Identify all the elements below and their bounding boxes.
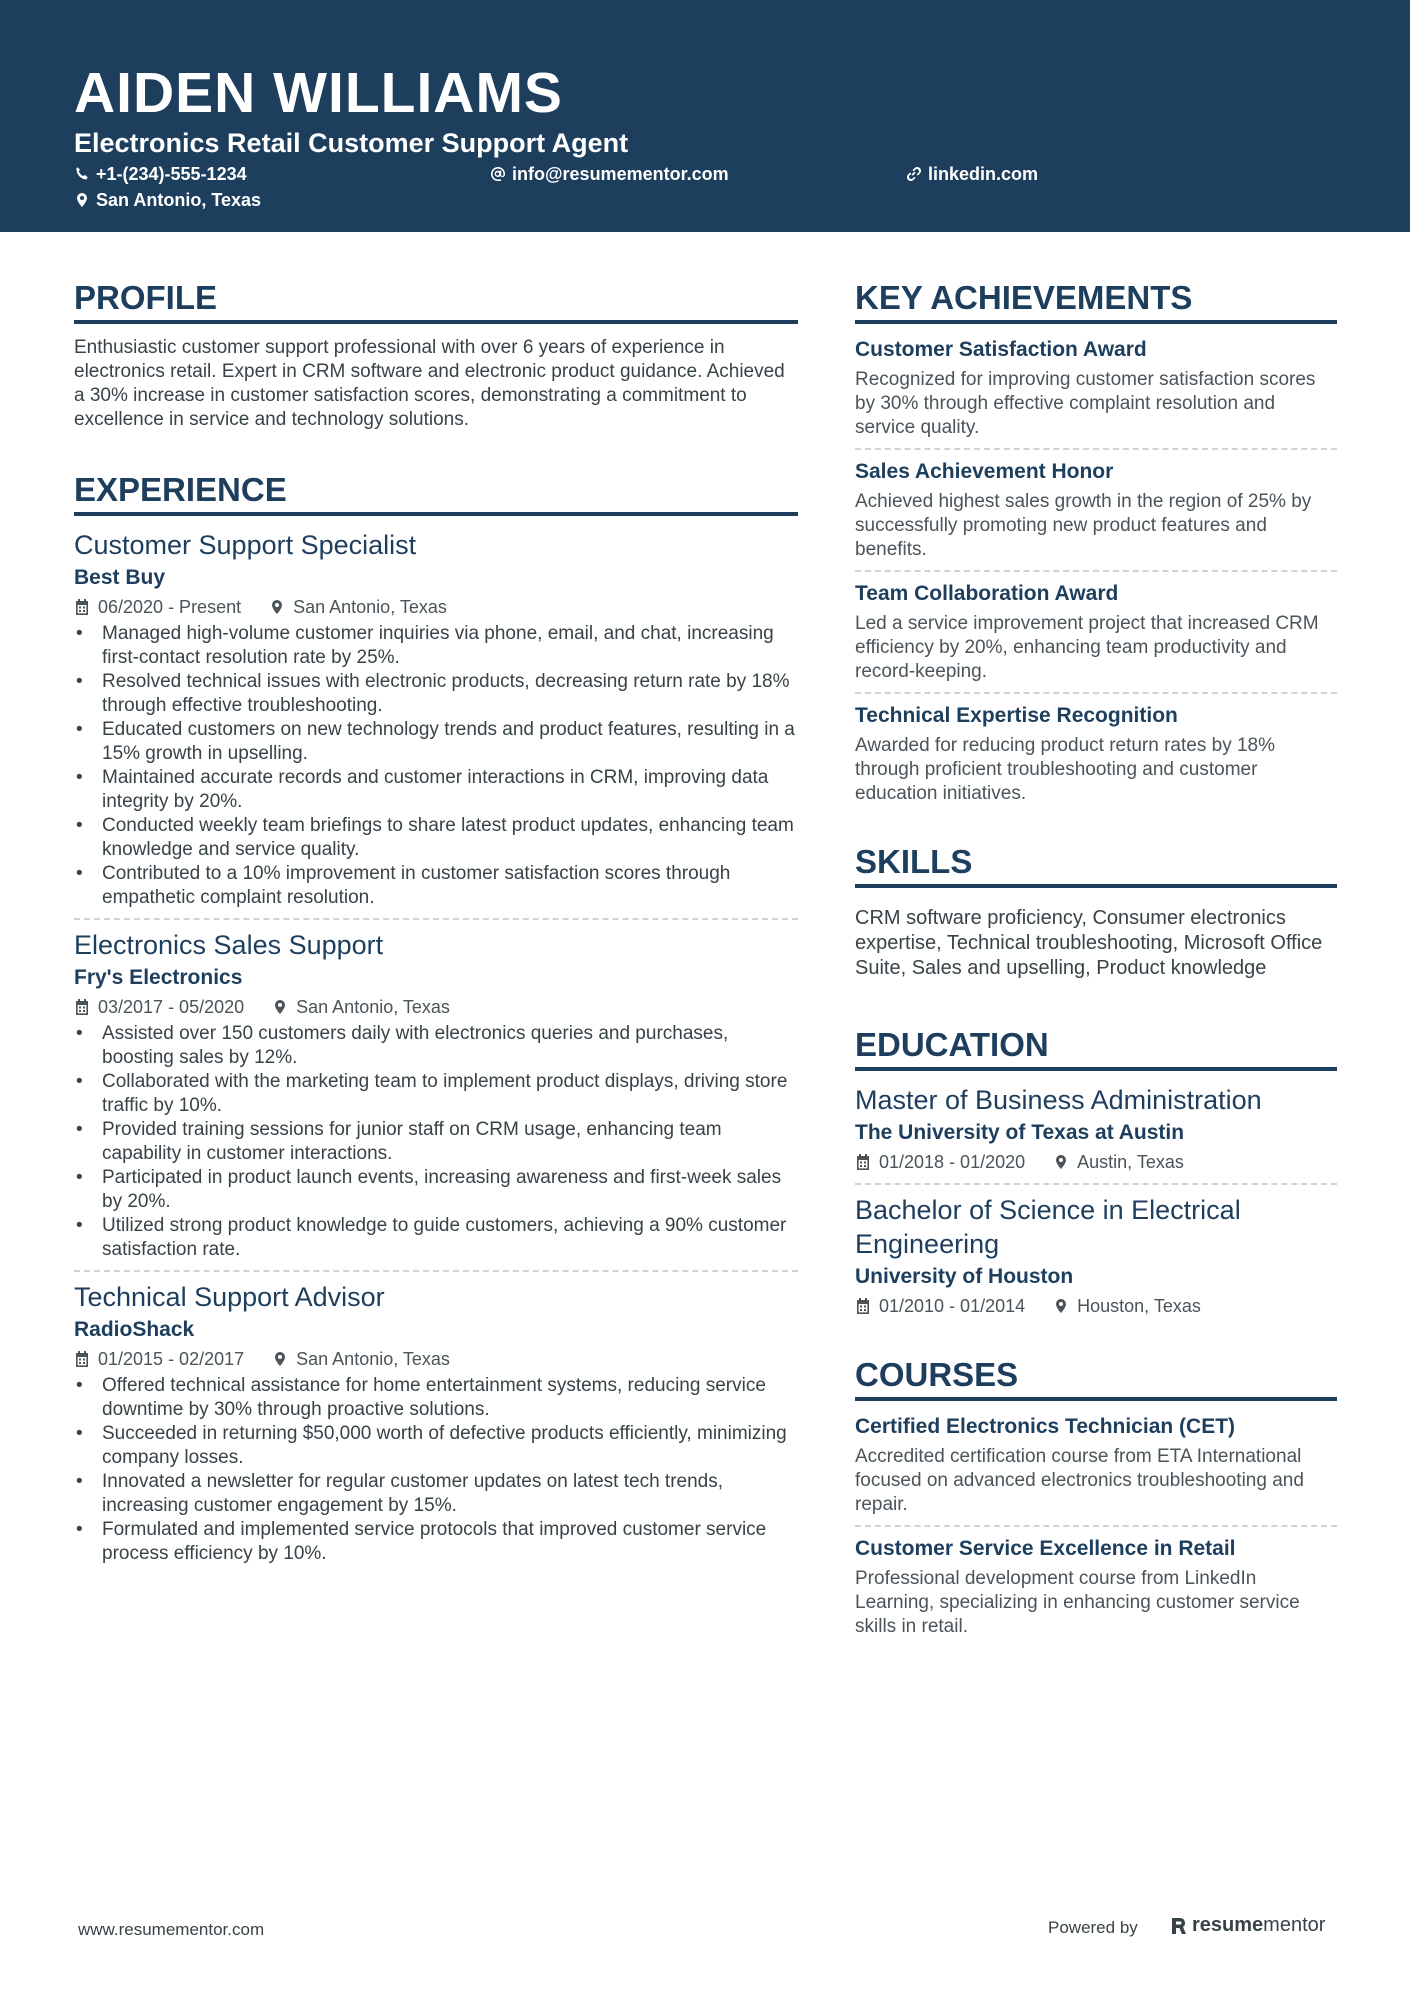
course-title: Customer Service Excellence in Retail xyxy=(855,1537,1236,1560)
footer-website-link[interactable]: www.resumementor.com xyxy=(78,1920,265,1939)
education-item xyxy=(855,1083,1337,1175)
job-title: Technical Support Advisor xyxy=(74,1282,385,1312)
footer-powered-by: Powered by xyxy=(1048,1918,1138,1937)
linkedin-text: linkedin.com xyxy=(928,164,1039,184)
job-entry xyxy=(74,528,798,910)
job-bullet: • Succeeded in returning $50,000 worth of defective products efficiently, minimizing company losses. xyxy=(74,1422,798,1470)
skills-text: CRM software proficiency, Consumer electronics expertise, Technical troubleshooting, Microsoft Office Suite, Sales and upselling, Product knowledge xyxy=(855,907,1323,979)
job-bullets xyxy=(74,1374,798,1566)
location-pin-icon xyxy=(272,999,288,1015)
footer-brand-logo[interactable] xyxy=(1170,1914,1325,1937)
candidate-name: AIDEN WILLIAMS xyxy=(74,61,563,125)
job-meta xyxy=(74,594,798,620)
course-item xyxy=(855,1413,1337,1517)
resume-header xyxy=(0,0,1410,232)
job-bullet: • Utilized strong product knowledge to guide customers, achieving a 90% customer satisfaction rate. xyxy=(74,1214,798,1262)
contact-linkedin[interactable] xyxy=(906,162,1038,186)
school-name: University of Houston xyxy=(855,1265,1074,1288)
achievement-item xyxy=(855,580,1337,684)
education-dates: 01/2018 - 01/2020 xyxy=(879,1152,1026,1172)
calendar-icon xyxy=(74,999,90,1015)
job-bullet: • Innovated a newsletter for regular customer updates on latest tech trends, increasing customer engagement by 15%. xyxy=(74,1470,798,1518)
job-meta xyxy=(74,994,798,1020)
job-location: San Antonio, Texas xyxy=(296,1349,450,1369)
job-location: San Antonio, Texas xyxy=(293,597,447,617)
skills-heading: SKILLS xyxy=(855,842,1337,888)
job-title: Customer Support Specialist xyxy=(74,530,417,560)
candidate-title: Electronics Retail Customer Support Agent xyxy=(74,128,629,158)
contact-phone[interactable] xyxy=(74,162,247,186)
achievement-desc: Recognized for improving customer satisfaction scores by 30% through effective complaint resolution and service quality. xyxy=(855,369,1316,438)
location-pin-icon xyxy=(74,192,90,208)
location-pin-icon xyxy=(272,1351,288,1367)
calendar-icon xyxy=(74,599,90,615)
courses-heading: COURSES xyxy=(855,1355,1337,1401)
location-pin-icon xyxy=(1053,1298,1069,1314)
job-entry xyxy=(74,1280,798,1566)
school-name: The University of Texas at Austin xyxy=(855,1121,1185,1144)
course-desc: Accredited certification course from ETA International focused on advanced electronics troubleshooting and repair. xyxy=(855,1446,1304,1515)
location-pin-icon xyxy=(1053,1154,1069,1170)
job-bullet: • Conducted weekly team briefings to share latest product updates, enhancing team knowledge and service quality. xyxy=(74,814,798,862)
divider xyxy=(74,1270,798,1272)
divider xyxy=(855,1525,1337,1527)
at-icon xyxy=(490,166,506,182)
job-bullet: • Collaborated with the marketing team to implement product displays, driving store traffic by 10%. xyxy=(74,1070,798,1118)
achievement-title: Team Collaboration Award xyxy=(855,582,1119,605)
education-location: Austin, Texas xyxy=(1077,1152,1184,1172)
job-entry xyxy=(74,928,798,1262)
location-text: San Antonio, Texas xyxy=(96,190,262,210)
right-column xyxy=(855,278,1337,1639)
job-bullet: • Maintained accurate records and customer interactions in CRM, improving data integrity by 20%. xyxy=(74,766,798,814)
degree-title: Master of Business Administration xyxy=(855,1085,1262,1115)
education-meta xyxy=(855,1149,1337,1175)
course-title: Certified Electronics Technician (CET) xyxy=(855,1415,1236,1438)
location-pin-icon xyxy=(269,599,285,615)
profile-heading: PROFILE xyxy=(74,278,798,324)
contact-location xyxy=(74,188,261,212)
achievement-title: Customer Satisfaction Award xyxy=(855,338,1147,361)
phone-text: +1-(234)-555-1234 xyxy=(96,164,247,184)
education-meta xyxy=(855,1293,1337,1319)
job-bullet: • Managed high-volume customer inquiries via phone, email, and chat, increasing first-contact resolution rate by 25%. xyxy=(74,622,798,670)
education-item xyxy=(855,1193,1337,1319)
achievement-desc: Led a service improvement project that increased CRM efficiency by 20%, enhancing team productivity and record-keeping. xyxy=(855,613,1319,682)
job-company: Fry's Electronics xyxy=(74,966,243,989)
link-icon xyxy=(906,166,922,182)
job-dates: 01/2015 - 02/2017 xyxy=(98,1349,245,1369)
education-dates: 01/2010 - 01/2014 xyxy=(879,1296,1026,1316)
job-company: Best Buy xyxy=(74,566,166,589)
brand-light-text: mentor xyxy=(1263,1914,1326,1936)
job-dates: 06/2020 - Present xyxy=(98,597,242,617)
job-bullet: • Participated in product launch events, increasing awareness and first-week sales by 20%. xyxy=(74,1166,798,1214)
job-bullet: • Resolved technical issues with electronic products, decreasing return rate by 18% through effective troubleshooting. xyxy=(74,670,798,718)
job-company: RadioShack xyxy=(74,1318,195,1341)
divider xyxy=(855,692,1337,694)
contact-email[interactable] xyxy=(490,162,729,186)
email-text: info@resumementor.com xyxy=(512,164,729,184)
profile-text: Enthusiastic customer support professional with over 6 years of experience in electronics retail. Expert in CRM software and electronic product guidance. Achieved a 30% increase in customer satisfaction scores, demonstrating a commitment to excellence in service and technology solutions. xyxy=(74,337,785,430)
achievement-item xyxy=(855,458,1337,562)
experience-heading: EXPERIENCE xyxy=(74,470,798,516)
job-bullet: • Educated customers on new technology trends and product features, resulting in a 15% growth in upselling. xyxy=(74,718,798,766)
achievements-heading: KEY ACHIEVEMENTS xyxy=(855,278,1337,324)
job-title: Electronics Sales Support xyxy=(74,930,384,960)
degree-title: Bachelor of Science in Electrical Engineering xyxy=(855,1195,1241,1259)
job-location: San Antonio, Texas xyxy=(296,997,450,1017)
job-dates: 03/2017 - 05/2020 xyxy=(98,997,245,1017)
phone-icon xyxy=(74,166,90,182)
brand-bold-text: resume xyxy=(1192,1914,1264,1936)
achievement-desc: Achieved highest sales growth in the region of 25% by successfully promoting new product features and benefits. xyxy=(855,491,1312,560)
course-item xyxy=(855,1535,1337,1639)
job-bullet: • Offered technical assistance for home entertainment systems, reducing service downtime by 30% through proactive solutions. xyxy=(74,1374,798,1422)
education-heading: EDUCATION xyxy=(855,1025,1337,1071)
job-bullet: • Formulated and implemented service protocols that improved customer service process efficiency by 10%. xyxy=(74,1518,798,1566)
achievement-item xyxy=(855,336,1337,440)
divider xyxy=(855,570,1337,572)
job-bullets xyxy=(74,622,798,910)
job-bullet: • Assisted over 150 customers daily with electronics queries and purchases, boosting sales by 12%. xyxy=(74,1022,798,1070)
achievement-item xyxy=(855,702,1337,806)
calendar-icon xyxy=(855,1298,871,1314)
divider xyxy=(74,918,798,920)
job-meta xyxy=(74,1346,798,1372)
divider xyxy=(855,448,1337,450)
achievement-title: Technical Expertise Recognition xyxy=(855,704,1178,727)
education-location: Houston, Texas xyxy=(1077,1296,1201,1316)
left-column xyxy=(74,278,798,1566)
calendar-icon xyxy=(74,1351,90,1367)
calendar-icon xyxy=(855,1154,871,1170)
job-bullet: • Contributed to a 10% improvement in customer satisfaction scores through empathetic complaint resolution. xyxy=(74,862,798,910)
resumementor-logo-icon xyxy=(1170,1916,1186,1936)
job-bullets xyxy=(74,1022,798,1262)
job-bullet: • Provided training sessions for junior staff on CRM usage, enhancing team capability in customer interactions. xyxy=(74,1118,798,1166)
course-desc: Professional development course from LinkedIn Learning, specializing in enhancing customer service skills in retail. xyxy=(855,1568,1300,1637)
achievement-desc: Awarded for reducing product return rates by 18% through proficient troubleshooting and customer education initiatives. xyxy=(855,735,1275,804)
achievement-title: Sales Achievement Honor xyxy=(855,460,1114,483)
divider xyxy=(855,1183,1337,1185)
